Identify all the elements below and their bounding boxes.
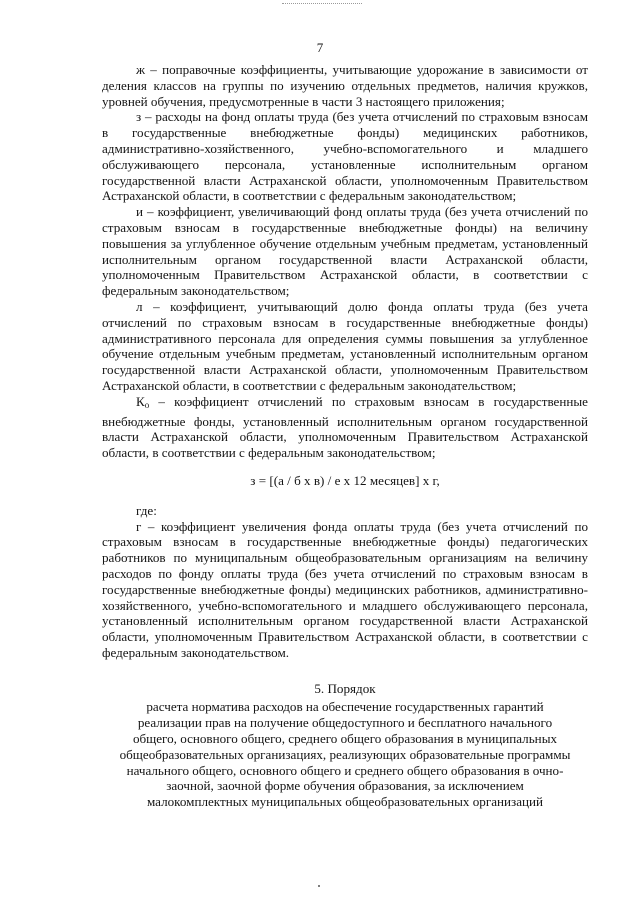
- paragraph-l: л – коэффициент, учитывающий долю фонда оплаты труда (без учета отчислений по страховым взносам в государственные внебюджетные фонды) административного персонала для определения суммы повышения за углубленное обучение отдельным учебным предметам, установленный исполнительным органом государственной власти Астраханской области, уполномоченным Правительством Астраханской области, в соответствии с федеральным законодательством;: [102, 298, 588, 393]
- scan-footer-mark: [318, 885, 320, 887]
- paragraph-zh: ж – поправочные коэффициенты, учитывающие удорожание в зависимости от деления классов на группы по изучению отдельных предметов, наличия кружков, уровней обучения, предусмотренные в части 3 настоящего приложения;: [102, 62, 588, 109]
- page-number: 7: [316, 40, 324, 55]
- paragraph-i: и – коэффициент, увеличивающий фонд оплаты труда (без учета отчислений по страховым взносам в государственные внебюджетные фонды) на величину повышения за углубленное обучение отдельным учебным предметам, установленный исполнительным органом государственной власти Астраханской области, уполномоченным Правительством Астраханской области, в соответствии с федеральным законодательством;: [102, 204, 588, 299]
- paragraph-g: г – коэффициент увеличения фонда оплаты труда (без учета отчислений по страховым взносам в государственные внебюджетные фонды) педагогических работников по муниципальным общеобразовательным организациям на величину расходов по фонду оплаты труда (без учета отчислений по страховым взносам в государственные внебюджетные фонды) медицинских работников, административно-хозяйственного, учебно-вспомогательного и младшего обслуживающего персонала, установленный исполнительным органом государственной власти Астраханской области, уполномоченным Правительством Астраханской области, в соответствии с федеральным законодательством.: [102, 518, 588, 660]
- scan-header-mark: [282, 3, 362, 8]
- where-label: где:: [136, 502, 157, 518]
- k0-symbol: К: [136, 393, 145, 409]
- formula: з = [(а / б х в) / е х 12 месяцев] х г,: [250, 472, 440, 488]
- k0-text: – коэффициент отчислений по страховым взносам в государственные внебюджетные фонды, установленный исполнительным органом государственной власти Астраханской области, уполномоченным Правительством Астраханской области, в соответствии с федеральным законодательством;: [102, 393, 588, 461]
- document-body: [102, 62, 588, 810]
- k0-subscript: о: [144, 399, 150, 410]
- section-subtitle: расчета норматива расходов на обеспечение государственных гарантий реализации прав на получение общедоступного и бесплатного начального общего, основного общего, среднего общего образования в муниципальных общеобразовательных организациях, реализующих образовательные программы начального общего, основного общего и среднего общего образования в очно-заочной, заочной форме обучения образования, за исключением малокомплектных муниципальных общеобразовательных организаций: [119, 699, 571, 810]
- section-title: 5. Порядок: [314, 680, 376, 696]
- paragraph-k0: [102, 394, 588, 461]
- paragraph-z: з – расходы на фонд оплаты труда (без учета отчислений по страховым взносам в государственные внебюджетные фонды) медицинских работников, административно-хозяйственного, учебно-вспомогательного и младшего обслуживающего персонала, установленные исполнительным органом государственной власти Астраханской области, уполномоченным Правительством Астраханской области, в соответствии с федеральным законодательством;: [102, 109, 588, 204]
